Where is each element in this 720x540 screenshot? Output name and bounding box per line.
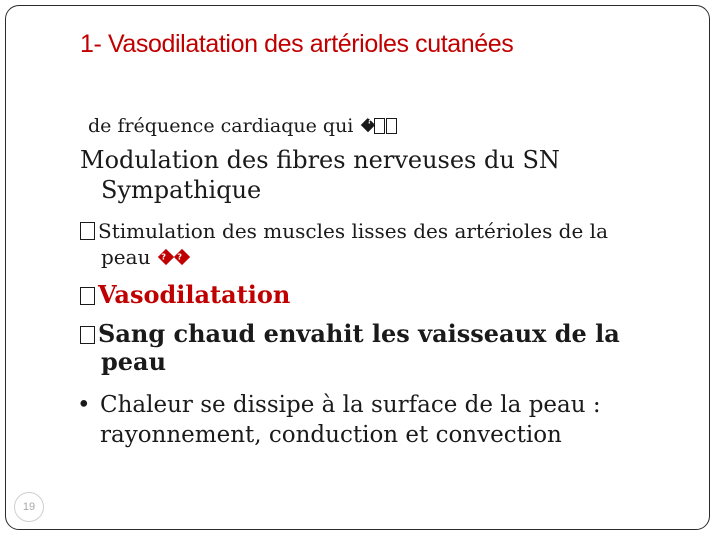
line5-text-a: Sang chaud envahit les vaisseaux de la xyxy=(98,319,620,348)
missing-glyph-red-icon xyxy=(158,249,174,265)
text-line-vasodilatation xyxy=(80,280,290,309)
missing-glyph-box-icon xyxy=(374,118,385,134)
line5-text-b: peau xyxy=(101,347,167,376)
missing-glyph-box-icon xyxy=(80,287,95,305)
slide-title: 1- Vasodilatation des artérioles cutanées xyxy=(80,30,514,58)
missing-glyph-box-icon xyxy=(80,222,95,240)
bullet-icon: • xyxy=(77,392,91,418)
line2-text-a: Modulation des fibres nerveuses du SN xyxy=(80,146,560,174)
text-line-sang-chaud xyxy=(80,320,620,376)
text-line-chaleur xyxy=(77,390,601,450)
missing-glyph-box-icon xyxy=(80,326,95,344)
line6-text-a: Chaleur se dissipe à la surface de la peau : xyxy=(100,392,601,418)
line4-text: Vasodilatation xyxy=(98,280,291,309)
missing-glyph-red-icon xyxy=(174,249,190,265)
text-line-frequence xyxy=(88,115,398,137)
missing-glyph-box-icon xyxy=(386,118,397,134)
line3-text-b-wrap xyxy=(80,244,608,270)
line1-text: de fréquence cardiaque qui xyxy=(88,115,354,137)
line2-text-b: Sympathique xyxy=(101,176,262,204)
line3-text-b: peau xyxy=(101,245,151,269)
text-line-modulation xyxy=(80,145,560,205)
text-line-stimulation xyxy=(80,218,608,270)
line3-text-a: Stimulation des muscles lisses des artérioles de la xyxy=(98,219,608,243)
line6-text-b: rayonnement, conduction et convection xyxy=(100,422,562,448)
slide-number-badge: 19 xyxy=(14,492,44,522)
